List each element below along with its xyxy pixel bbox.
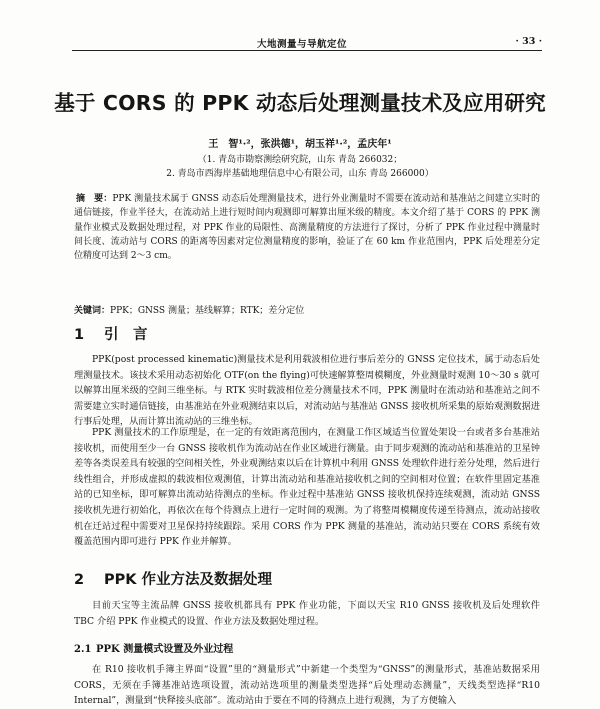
paper-title: 基于 CORS 的 PPK 动态后处理测量技术及应用研究 — [54, 91, 546, 115]
affiliation-1: （1. 青岛市勘察测绘研究院，山东 青岛 266032； — [197, 155, 403, 165]
subsection-2-1-number: 2.1 — [74, 644, 92, 655]
journal-name: 大地测量与导航定位 — [257, 39, 348, 50]
keywords-text: PPK；GNSS 测量；基线解算；RTK；差分定位 — [110, 306, 305, 316]
section-1-title: 引 言 — [104, 327, 148, 343]
subsection-2-1-heading — [74, 640, 233, 655]
keywords-label: 关键词： — [74, 306, 111, 316]
subsection-2-1-title: PPK 测量模式设置及外业过程 — [96, 644, 234, 655]
section-2-heading — [74, 568, 272, 589]
section-1-number: 1 — [74, 327, 85, 343]
author-list: 王 智¹·²，张洪德¹，胡玉祥¹·²，孟庆年¹ — [208, 139, 392, 150]
section-2-number: 2 — [74, 572, 85, 588]
affiliation-2: 2. 青岛市西海岸基础地理信息中心有限公司，山东 青岛 266000） — [166, 169, 434, 179]
abstract-label: 摘 要： — [76, 194, 113, 204]
subsection-2-1-paragraph: 在 R10 接收机手簿主界面“设置”里的“测量形式”中新建一个类型为“GNSS”的测量形式，基准站数据采用 CORS，无须在手簿基准站选项设置，流动站选项里的测量类型选择“后处理动态测量”，天线类型选择“R10 Internal”，测量到“快释接头底部”。流动站由于要在不同的待测点上进行观测，为了方便输入 — [74, 664, 540, 707]
section-1-heading — [74, 323, 148, 344]
section-2-paragraph-1: 目前天宝等主流品牌 GNSS 接收机都具有 PPK 作业功能，下面以天宝 R10 GNSS 接收机及后处理软件 TBC 介绍 PPK 作业模式的设置、作业方法及数据处理过程。 — [74, 600, 540, 627]
section-1-paragraph-2: PPK 测量技术的工作原理是，在一定的有效距离范围内，在测量工作区域适当位置处架设一台或者多台基准站接收机，而使用至少一台 GNSS 接收机作为流动站在作业区域进行测量。由于同步观测的流动站和基准站的卫星钟差等各类误差具有较强的空间相关性，外业观测结束以后在计算机中利用 GNSS 处理软件进行差分处理，然后进行线性组合，并形成虚拟的载波相位观测值，计算出流动站和基准站接收机之间的空间相对位置；在软件里固定基准站的已知坐标，即可解算出流动站待测点的坐标。作业过程中基准站 GNSS 接收机保持连续观测，流动站 GNSS 接收机先进行初始化，再依次在每个待测点上进行一定时间的观测。为了将整周模糊度传递至待测点，流动站接收机在迁站过程中需要对卫星保持持续跟踪。采用 CORS 作为 PPK 测量的基准站，流动站只要在 CORS 系统有效覆盖范围内即可进行 PPK 作业并解算。 — [74, 427, 540, 548]
section-2-title: PPK 作业方法及数据处理 — [104, 572, 273, 588]
keywords — [74, 303, 540, 316]
running-header — [72, 36, 542, 51]
page-number: · 33 · — [515, 36, 542, 47]
section-1-paragraph-1: PPK(post processed kinematic)测量技术是利用载波相位进行事后差分的 GNSS 定位技术，属于动态后处理测量技术。该技术采用动态初始化 OTF(on the flying)可快速解算整周模糊度，外业测量时观测 10～30 s 就可以解算出厘米级的空间三维坐标。与 RTK 实时载波相位差分测量技术不同，PPK 测量时在流动站和基准站之间不需要建立实时通信链接，由基准站在外业观测结束以后，对流动站与基准站 GNSS 接收机所采集的原始观测数据进行事后处理，从而计算出流动站的三维坐标。 — [74, 354, 540, 428]
abstract-text: PPK 测量技术属于 GNSS 动态后处理测量技术，进行外业测量时不需要在流动站和基准站之间建立实时的通信链接，作业半径大，在流动站上进行短时间内观测即可解算出厘米级的精度。本文介绍了基于 CORS 的 PPK 测量作业模式及数据处理过程，对 PPK 作业的局限性、高测量精度的方法进行了探讨，分析了 PPK 作业过程中测量时间长度、流动站与 CORS 的距离等因素对定位测量精度的影响，验证了在 60 km 作业范围内，PPK 后处理差分定位精度可达到 2～3 cm。 — [74, 194, 540, 262]
abstract — [74, 192, 540, 263]
